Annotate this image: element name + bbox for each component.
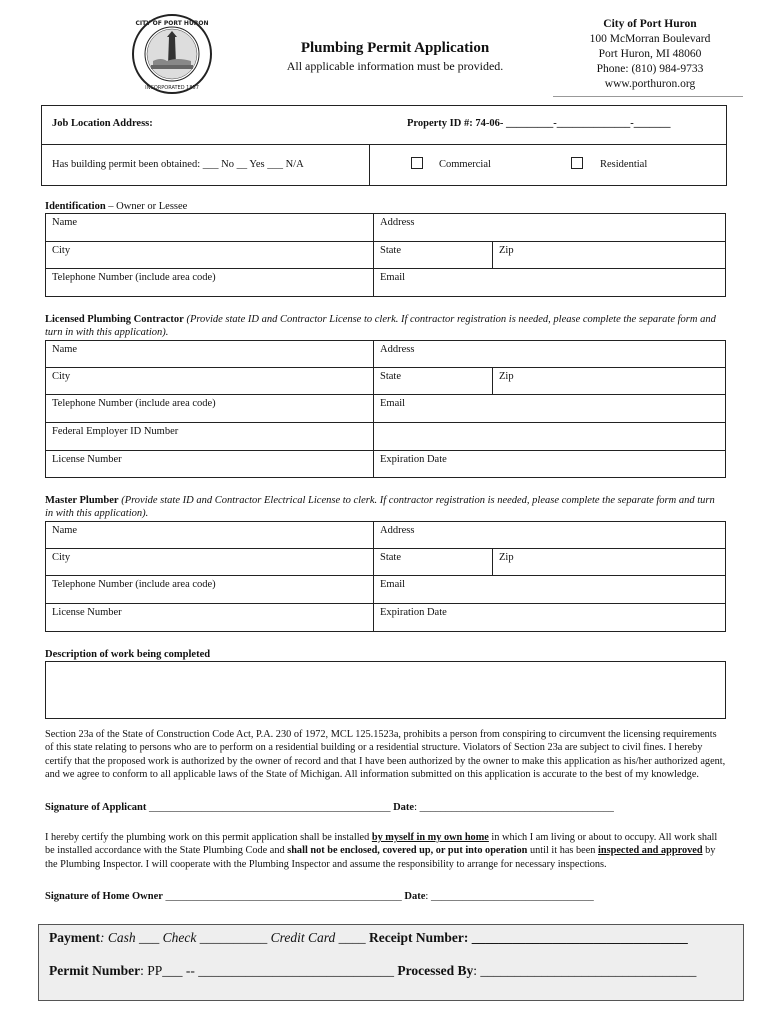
city-phone: Phone: (810) 984-9733 — [596, 63, 704, 75]
form-subtitle: All applicable information must be provided. — [286, 59, 504, 73]
contractor-fein-field[interactable]: Federal Employer ID Number — [52, 426, 179, 437]
master-email-field[interactable]: Email — [380, 579, 406, 590]
owner-city-field[interactable]: City — [52, 245, 71, 256]
master-name-field[interactable]: Name — [52, 525, 78, 536]
building-permit-question[interactable]: Has building permit been obtained: ___ No __ Yes ___ N/A — [52, 159, 304, 170]
owner-state-field[interactable]: State — [380, 245, 401, 256]
master-state-field[interactable]: State — [380, 552, 401, 563]
contractor-license-field[interactable]: License Number — [52, 454, 122, 465]
contractor-telephone-field[interactable]: Telephone Number (include area code) — [52, 398, 216, 409]
owner-telephone-field[interactable]: Telephone Number (include area code) — [52, 272, 216, 283]
contractor-zip-field[interactable]: Zip — [499, 371, 514, 382]
legal-paragraph: Section 23a of the State of Construction Code Act, P.A. 230 of 1972, MCL 125.1523a, prohibits a person from conspiring to circumvent the licensing requirements of this state relating to persons who are to perform on a residential building or a residential structure. Violators of Section 23a are subject to civil fines. I hereby certify that the proposed work is authorized by the owner of record and that I have been authorized by the owner to make this application as his/her authorized agent, and we agree to conform to all applicable laws of the State of Michigan. All information submitted on this application is accurate to the best of my knowledge. — [45, 729, 726, 781]
owner-address-field[interactable]: Address — [380, 217, 415, 228]
contractor-heading: Licensed Plumbing Contractor (Provide state ID and Contractor License to clerk. If contractor registration is needed, please complete the separate form and turn in with this application). — [45, 314, 716, 338]
city-contact-block — [555, 17, 745, 92]
svg-text:CITY OF PORT HURON: CITY OF PORT HURON — [135, 20, 209, 27]
identification-heading: Identification – Owner or Lessee — [45, 201, 188, 212]
contractor-address-field[interactable]: Address — [380, 344, 415, 355]
city-locality: Port Huron, MI 48060 — [598, 48, 702, 60]
description-textarea[interactable] — [45, 661, 726, 719]
master-license-field[interactable]: License Number — [52, 607, 122, 618]
master-zip-field[interactable]: Zip — [499, 552, 514, 563]
contractor-expiration-field[interactable]: Expiration Date — [380, 454, 447, 465]
permit-number-row[interactable]: Permit Number: PP___ -- _____________________________ Processed By: ________________________________ — [49, 963, 697, 978]
city-website: www.porthuron.org — [604, 78, 696, 90]
payment-row[interactable]: Payment: Cash ___ Check __________ Credit Card ____ Receipt Number: ________________________________ — [49, 930, 688, 945]
city-name: City of Port Huron — [603, 18, 697, 30]
divider — [41, 144, 727, 145]
homeowner-certification: I hereby certify the plumbing work on this permit application shall be installed by myself in my own home in which I am living or about to occupy. All work shall be installed accordance with the State Plumbing Code and shall not be enclosed, covered up, or put into operation until it has been inspected and approved by the Plumbing Inspector. I will cooperate with the Plumbing Inspector and assume the responsibility to arrange for necessary inspections. — [45, 832, 718, 870]
residential-checkbox[interactable] — [571, 157, 583, 169]
owner-name-field[interactable]: Name — [52, 217, 78, 228]
master-city-field[interactable]: City — [52, 552, 71, 563]
owner-email-field[interactable]: Email — [380, 272, 406, 283]
divider — [369, 144, 370, 186]
commercial-label: Commercial — [439, 159, 491, 170]
homeowner-signature-line[interactable]: Signature of Home Owner _____________________________________________ Date: _______________________________ — [45, 891, 594, 902]
master-telephone-field[interactable]: Telephone Number (include area code) — [52, 579, 216, 590]
contractor-state-field[interactable]: State — [380, 371, 401, 382]
contractor-email-field[interactable]: Email — [380, 398, 406, 409]
header-divider — [553, 96, 743, 97]
job-location-label[interactable]: Job Location Address: — [52, 118, 153, 129]
residential-label: Residential — [600, 159, 648, 170]
description-heading: Description of work being completed — [45, 649, 211, 660]
contractor-name-field[interactable]: Name — [52, 344, 78, 355]
contractor-city-field[interactable]: City — [52, 371, 71, 382]
applicant-signature-line[interactable]: Signature of Applicant ______________________________________________ Date: _____________________________________ — [45, 802, 614, 813]
commercial-checkbox[interactable] — [411, 157, 423, 169]
owner-zip-field[interactable]: Zip — [499, 245, 514, 256]
city-seal-logo — [131, 13, 213, 95]
master-expiration-field[interactable]: Expiration Date — [380, 607, 447, 618]
property-id-field[interactable]: Property ID #: 74-06- _________-______________-_______ — [407, 118, 671, 129]
form-title: Plumbing Permit Application — [300, 40, 490, 56]
office-use-payment-box — [38, 924, 744, 1001]
master-plumber-heading: Master Plumber (Provide state ID and Contractor Electrical License to clerk. If contractor registration is needed, please complete the separate form and turn in with this application). — [45, 495, 715, 519]
city-street: 100 McMorran Boulevard — [589, 33, 711, 45]
master-address-field[interactable]: Address — [380, 525, 415, 536]
svg-text:INCORPORATED 1857: INCORPORATED 1857 — [145, 85, 199, 91]
